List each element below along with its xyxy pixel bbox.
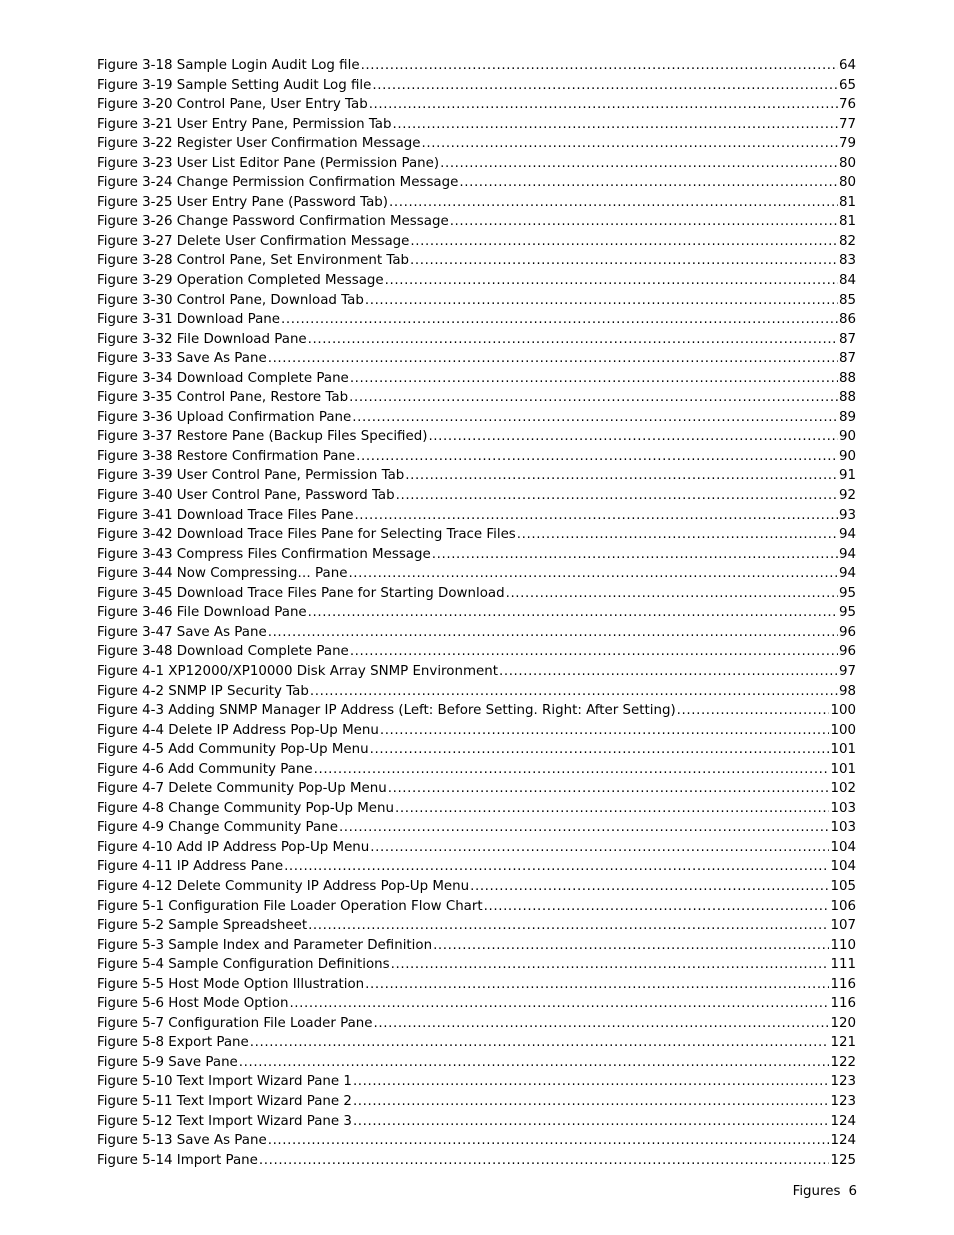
dot-leader (499, 662, 838, 682)
toc-entry-page-number: 100 (830, 703, 856, 719)
toc-entry[interactable] (97, 779, 856, 799)
toc-entry-title: Figure 4-12 Delete Community IP Address Pop-Up Menu (97, 878, 470, 894)
toc-entry-title: Figure 4-10 Add IP Address Pop-Up Menu (97, 839, 370, 855)
toc-entry[interactable] (97, 232, 856, 252)
toc-entry[interactable] (97, 916, 856, 936)
dot-leader (410, 232, 838, 252)
dot-leader (308, 916, 829, 936)
toc-entry[interactable] (97, 740, 856, 760)
toc-entry-title: Figure 3-31 Download Pane (97, 312, 281, 328)
dot-leader (380, 721, 830, 741)
toc-entry[interactable] (97, 897, 856, 917)
dot-leader (352, 408, 838, 428)
toc-entry-title: Figure 3-48 Download Complete Pane (97, 644, 349, 660)
toc-entry-title: Figure 5-8 Export Pane (97, 1035, 249, 1051)
toc-entry[interactable] (97, 310, 856, 330)
toc-entry-page-number: 83 (838, 253, 856, 269)
toc-entry[interactable] (97, 701, 856, 721)
toc-entry-title: Figure 4-11 IP Address Pane (97, 859, 284, 875)
toc-entry[interactable] (97, 818, 856, 838)
toc-entry-title: Figure 3-19 Sample Setting Audit Log file (97, 77, 372, 93)
dot-leader (268, 1131, 830, 1151)
toc-entry[interactable] (97, 1033, 856, 1053)
toc-entry[interactable] (97, 994, 856, 1014)
dot-leader (422, 134, 838, 154)
toc-entry-title: Figure 3-24 Change Permission Confirmation Message (97, 175, 459, 191)
dot-leader (393, 115, 838, 135)
toc-entry[interactable] (97, 1092, 856, 1112)
toc-entry-page-number: 93 (838, 507, 856, 523)
dot-leader (353, 1092, 830, 1112)
toc-entry-title: Figure 4-7 Delete Community Pop-Up Menu (97, 781, 387, 797)
toc-entry-title: Figure 5-3 Sample Index and Parameter Definition (97, 937, 433, 953)
toc-entry-page-number: 101 (830, 742, 856, 758)
toc-entry[interactable] (97, 642, 856, 662)
toc-entry-title: Figure 3-39 User Control Pane, Permission Tab (97, 468, 405, 484)
toc-entry-page-number: 87 (838, 331, 856, 347)
toc-entry-page-number: 98 (838, 683, 856, 699)
dot-leader (370, 740, 830, 760)
dot-leader (484, 897, 830, 917)
dot-leader (353, 1072, 830, 1092)
toc-entry[interactable] (97, 447, 856, 467)
dot-leader (349, 388, 838, 408)
dot-leader (250, 1033, 830, 1053)
dot-leader (440, 154, 838, 174)
toc-entry[interactable] (97, 506, 856, 526)
toc-entry[interactable] (97, 369, 856, 389)
toc-entry-title: Figure 3-34 Download Complete Pane (97, 370, 349, 386)
dot-leader (450, 212, 838, 232)
dot-leader (310, 682, 838, 702)
dot-leader (396, 486, 838, 506)
toc-entry[interactable] (97, 486, 856, 506)
dot-leader (308, 330, 838, 350)
toc-entry-title: Figure 3-27 Delete User Confirmation Message (97, 233, 410, 249)
toc-entry[interactable] (97, 466, 856, 486)
toc-entry-title: Figure 4-6 Add Community Pane (97, 761, 313, 777)
toc-entry-title: Figure 5-11 Text Import Wizard Pane 2 (97, 1093, 352, 1109)
toc-entry-title: Figure 4-8 Change Community Pop-Up Menu (97, 800, 394, 816)
toc-entry-page-number: 124 (830, 1113, 856, 1129)
toc-entry[interactable] (97, 564, 856, 584)
dot-leader (308, 603, 838, 623)
toc-entry-page-number: 125 (830, 1152, 856, 1168)
toc-entry-title: Figure 5-9 Save Pane (97, 1054, 238, 1070)
toc-entry[interactable] (97, 1072, 856, 1092)
toc-entry[interactable] (97, 76, 856, 96)
toc-entry-page-number: 106 (830, 898, 856, 914)
dot-leader (374, 1014, 830, 1034)
toc-entry-page-number: 91 (838, 468, 856, 484)
toc-entry-title: Figure 3-21 User Entry Pane, Permission Tab (97, 116, 392, 132)
toc-entry[interactable] (97, 427, 856, 447)
toc-entry-title: Figure 3-18 Sample Login Audit Log file (97, 58, 360, 73)
footer-page-number: 6 (848, 1184, 857, 1199)
toc-entry[interactable] (97, 1151, 856, 1171)
toc-entry-title: Figure 4-2 SNMP IP Security Tab (97, 683, 309, 699)
dot-leader (259, 1151, 830, 1171)
toc-entry-page-number: 123 (830, 1093, 856, 1109)
toc-entry-title: Figure 3-42 Download Trace Files Pane for Selecting Trace Files (97, 527, 516, 543)
dot-leader (281, 310, 838, 330)
dot-leader (354, 506, 838, 526)
toc-entry-title: Figure 3-22 Register User Confirmation Message (97, 136, 421, 152)
toc-entry-page-number: 121 (830, 1035, 856, 1051)
page-footer (793, 1182, 857, 1201)
dot-leader (289, 994, 829, 1014)
toc-entry-page-number: 80 (838, 175, 856, 191)
toc-entry[interactable] (97, 154, 856, 174)
dot-leader (350, 642, 838, 662)
dot-leader (372, 76, 838, 96)
toc-entry-title: Figure 5-1 Configuration File Loader Operation Flow Chart (97, 898, 483, 914)
toc-entry[interactable] (97, 212, 856, 232)
dot-leader (428, 427, 838, 447)
toc-entry[interactable] (97, 251, 856, 271)
toc-entry[interactable] (97, 662, 856, 682)
toc-entry[interactable] (97, 1112, 856, 1132)
toc-entry-page-number: 100 (830, 722, 856, 738)
dot-leader (268, 349, 838, 369)
toc-entry-page-number: 81 (838, 194, 856, 210)
toc-entry-title: Figure 5-6 Host Mode Option (97, 996, 289, 1012)
toc-entry[interactable] (97, 545, 856, 565)
toc-entry-title: Figure 3-28 Control Pane, Set Environment Tab (97, 253, 410, 269)
toc-entry-page-number: 102 (830, 781, 856, 797)
dot-leader (677, 701, 830, 721)
toc-entry[interactable] (97, 349, 856, 369)
toc-entry-title: Figure 5-2 Sample Spreadsheet (97, 918, 308, 934)
toc-entry[interactable] (97, 936, 856, 956)
toc-entry-page-number: 95 (838, 585, 856, 601)
toc-entry-page-number: 82 (838, 233, 856, 249)
toc-entry-title: Figure 4-3 Adding SNMP Manager IP Address (Left: Before Setting. Right: After Setting) (97, 703, 676, 719)
toc-entry-page-number: 107 (830, 918, 856, 934)
toc-entry-page-number: 95 (838, 605, 856, 621)
toc-entry-page-number: 65 (838, 77, 856, 93)
toc-entry-title: Figure 3-23 User List Editor Pane (Permission Pane) (97, 155, 440, 171)
toc-entry-title: Figure 3-29 Operation Completed Message (97, 273, 384, 289)
toc-entry[interactable] (97, 330, 856, 350)
toc-entry-title: Figure 3-43 Compress Files Confirmation Message (97, 546, 431, 562)
toc-entry-page-number: 84 (838, 273, 856, 289)
toc-entry-page-number: 96 (838, 624, 856, 640)
toc-entry-page-number: 80 (838, 155, 856, 171)
dot-leader (284, 857, 829, 877)
toc-entry-page-number: 105 (830, 878, 856, 894)
dot-leader (432, 545, 838, 565)
toc-entry-title: Figure 5-7 Configuration File Loader Pane (97, 1015, 373, 1031)
toc-entry-title: Figure 3-37 Restore Pane (Backup Files Specified) (97, 429, 428, 445)
toc-entry[interactable] (97, 134, 856, 154)
toc-entry-title: Figure 3-44 Now Compressing… Pane (97, 566, 348, 582)
toc-entry[interactable] (97, 271, 856, 291)
toc-entry-page-number: 116 (830, 996, 856, 1012)
dot-leader (385, 271, 838, 291)
dot-leader (388, 779, 830, 799)
toc-entry[interactable] (97, 291, 856, 311)
toc-entry[interactable] (97, 193, 856, 213)
toc-entry-title: Figure 4-4 Delete IP Address Pop-Up Menu (97, 722, 379, 738)
dot-leader (389, 193, 838, 213)
toc-entry-page-number: 76 (838, 97, 856, 113)
toc-entry-title: Figure 3-38 Restore Confirmation Pane (97, 448, 356, 464)
toc-entry[interactable] (97, 56, 856, 76)
toc-entry[interactable] (97, 955, 856, 975)
toc-entry-page-number: 90 (838, 429, 856, 445)
list-of-figures (97, 56, 856, 1170)
toc-entry[interactable] (97, 877, 856, 897)
dot-leader (268, 623, 838, 643)
dot-leader (370, 838, 829, 858)
toc-entry-title: Figure 3-40 User Control Pane, Password Tab (97, 488, 395, 504)
dot-leader (314, 760, 830, 780)
toc-entry[interactable] (97, 975, 856, 995)
toc-entry-title: Figure 3-36 Upload Confirmation Pane (97, 409, 352, 425)
dot-leader (395, 799, 829, 819)
toc-entry-title: Figure 5-5 Host Mode Option Illustration (97, 976, 365, 992)
toc-entry-page-number: 116 (830, 976, 856, 992)
toc-entry-title: Figure 3-20 Control Pane, User Entry Tab (97, 97, 368, 113)
toc-entry-title: Figure 3-47 Save As Pane (97, 624, 267, 640)
dot-leader (353, 1112, 830, 1132)
toc-entry-page-number: 64 (838, 58, 856, 73)
toc-entry[interactable] (97, 838, 856, 858)
toc-entry-page-number: 110 (830, 937, 856, 953)
toc-entry[interactable] (97, 584, 856, 604)
toc-entry-page-number: 92 (838, 488, 856, 504)
toc-entry-title: Figure 3-25 User Entry Pane (Password Tab) (97, 194, 389, 210)
toc-entry-title: Figure 3-32 File Download Pane (97, 331, 307, 347)
toc-entry-page-number: 124 (830, 1133, 856, 1149)
toc-entry[interactable] (97, 1053, 856, 1073)
toc-entry-title: Figure 4-1 XP12000/XP10000 Disk Array SNMP Environment (97, 663, 498, 679)
toc-entry[interactable] (97, 173, 856, 193)
toc-entry-title: Figure 3-30 Control Pane, Download Tab (97, 292, 364, 308)
toc-entry[interactable] (97, 95, 856, 115)
toc-entry-title: Figure 4-9 Change Community Pane (97, 820, 338, 836)
toc-entry-page-number: 89 (838, 409, 856, 425)
toc-entry-page-number: 94 (838, 566, 856, 582)
toc-entry-title: Figure 4-5 Add Community Pop-Up Menu (97, 742, 369, 758)
toc-entry-page-number: 77 (838, 116, 856, 132)
toc-entry-page-number: 86 (838, 312, 856, 328)
toc-entry-page-number: 87 (838, 351, 856, 367)
footer-section-label: Figures (792, 1184, 841, 1199)
dot-leader (517, 525, 838, 545)
toc-entry-title: Figure 5-4 Sample Configuration Definitions (97, 957, 390, 973)
toc-entry-title: Figure 3-46 File Download Pane (97, 605, 307, 621)
toc-entry-page-number: 79 (838, 136, 856, 152)
dot-leader (470, 877, 829, 897)
dot-leader (459, 173, 838, 193)
toc-entry-title: Figure 3-33 Save As Pane (97, 351, 267, 367)
toc-entry-title: Figure 5-14 Import Pane (97, 1152, 258, 1168)
dot-leader (365, 975, 829, 995)
toc-entry-page-number: 85 (838, 292, 856, 308)
dot-leader (239, 1053, 830, 1073)
toc-entry[interactable] (97, 760, 856, 780)
toc-entry-page-number: 101 (830, 761, 856, 777)
toc-entry-title: Figure 5-10 Text Import Wizard Pane 1 (97, 1074, 352, 1090)
toc-entry[interactable] (97, 603, 856, 623)
toc-entry-page-number: 90 (838, 448, 856, 464)
toc-entry-page-number: 111 (830, 957, 856, 973)
toc-entry[interactable] (97, 721, 856, 741)
toc-entry-title: Figure 3-35 Control Pane, Restore Tab (97, 390, 349, 406)
toc-entry-page-number: 88 (838, 370, 856, 386)
toc-entry[interactable] (97, 388, 856, 408)
toc-entry[interactable] (97, 799, 856, 819)
toc-entry-page-number: 81 (838, 214, 856, 230)
toc-entry-page-number: 122 (830, 1054, 856, 1070)
dot-leader (350, 369, 838, 389)
toc-entry-page-number: 96 (838, 644, 856, 660)
toc-entry-title: Figure 3-41 Download Trace Files Pane (97, 507, 354, 523)
toc-entry-page-number: 94 (838, 527, 856, 543)
dot-leader (356, 447, 838, 467)
toc-entry-page-number: 94 (838, 546, 856, 562)
toc-entry[interactable] (97, 525, 856, 545)
toc-entry-page-number: 103 (830, 800, 856, 816)
toc-entry-title: Figure 5-12 Text Import Wizard Pane 3 (97, 1113, 352, 1129)
toc-entry-page-number: 104 (830, 839, 856, 855)
toc-entry-page-number: 123 (830, 1074, 856, 1090)
toc-entry-title: Figure 3-45 Download Trace Files Pane for Starting Download (97, 585, 505, 601)
toc-entry[interactable] (97, 857, 856, 877)
dot-leader (433, 936, 829, 956)
toc-entry[interactable] (97, 115, 856, 135)
toc-entry-page-number: 97 (838, 663, 856, 679)
toc-entry-page-number: 88 (838, 390, 856, 406)
dot-leader (369, 95, 838, 115)
toc-entry[interactable] (97, 623, 856, 643)
toc-entry[interactable] (97, 1014, 856, 1034)
toc-entry-title: Figure 3-26 Change Password Confirmation Message (97, 214, 449, 230)
toc-entry[interactable] (97, 1131, 856, 1151)
dot-leader (391, 955, 830, 975)
toc-entry-title: Figure 5-13 Save As Pane (97, 1133, 267, 1149)
dot-leader (365, 291, 838, 311)
toc-entry[interactable] (97, 408, 856, 428)
dot-leader (339, 818, 829, 838)
dot-leader (506, 584, 838, 604)
toc-entry-page-number: 120 (830, 1015, 856, 1031)
toc-entry-page-number: 104 (830, 859, 856, 875)
dot-leader (361, 56, 838, 76)
toc-entry[interactable] (97, 682, 856, 702)
toc-entry-page-number: 103 (830, 820, 856, 836)
dot-leader (405, 466, 838, 486)
dot-leader (410, 251, 838, 271)
dot-leader (348, 564, 838, 584)
